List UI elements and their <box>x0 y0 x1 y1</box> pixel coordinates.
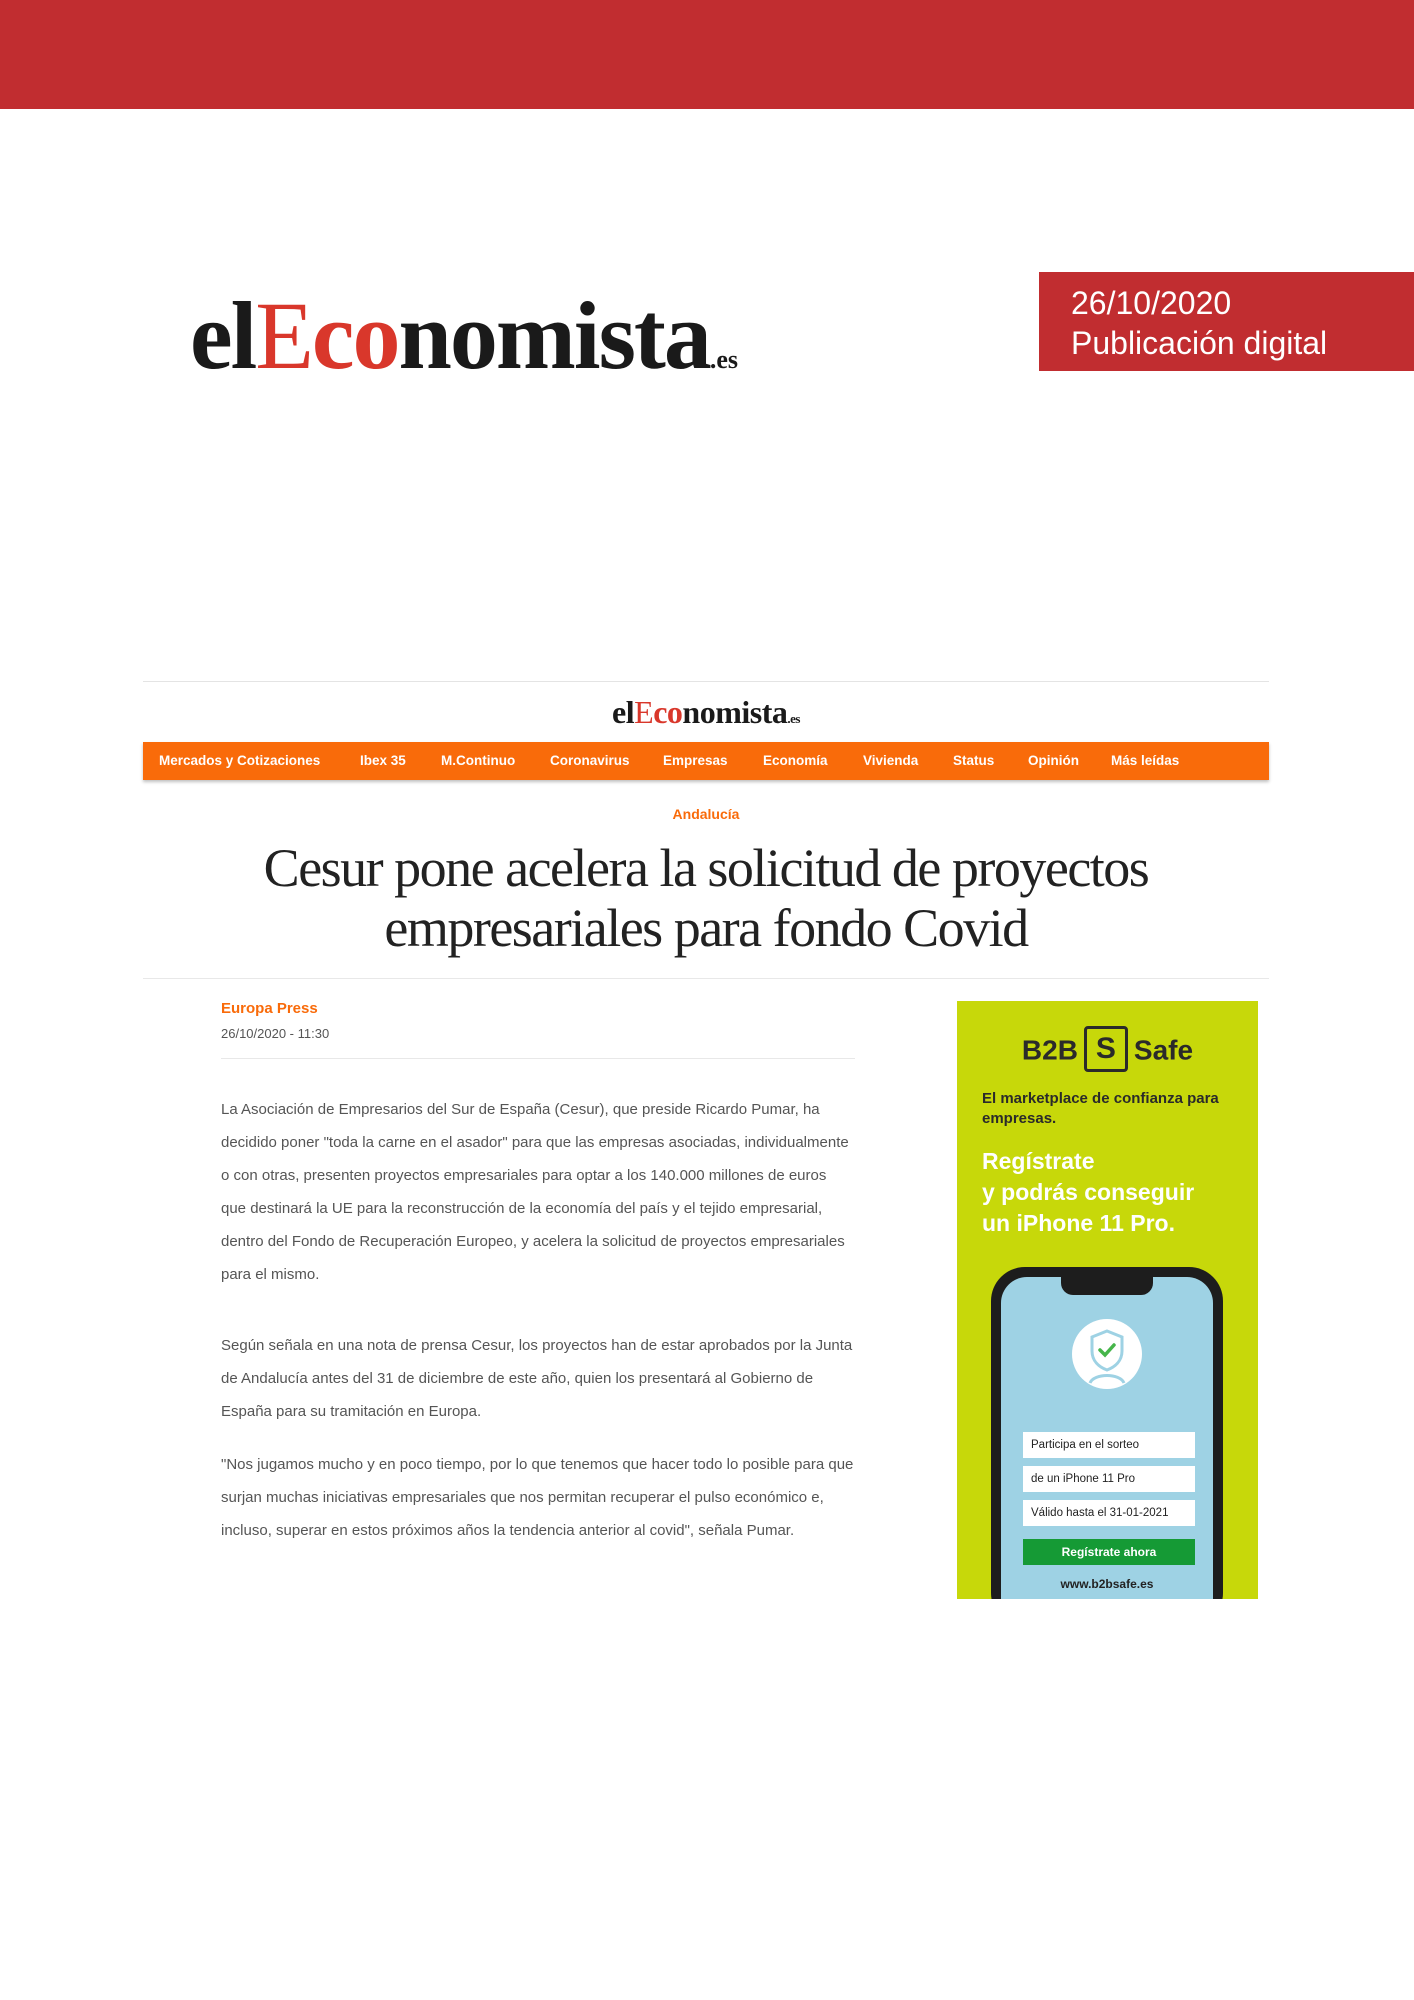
publication-info-box <box>1039 272 1414 371</box>
nav-item-vivienda[interactable]: Vivienda <box>863 753 919 768</box>
article-headline: Cesur pone acelera la solicitud de proyectos empresariales para fondo Covid <box>263 838 1149 958</box>
ad-tagline: El marketplace de confianza para empresas. <box>982 1090 1219 1127</box>
register-button[interactable]: Regístrate ahora <box>1023 1539 1195 1565</box>
ad-line-validity: Válido hasta el 31-01-2021 <box>1023 1500 1195 1526</box>
phone-notch <box>1061 1277 1153 1295</box>
article-paragraph: La Asociación de Empresarios del Sur de España (Cesur), que preside Ricardo Pumar, ha decidido poner "toda la carne en el asador" para que las empresas asociadas, individualmente o con otras, presenten proyectos empresariales para optar a los 140.000 millones de euros que destinará la UE para la reconstrucción de la economía del país y el tejido empresarial, dentro del Fondo de Recuperación Europeo, y acelera la solicitud de proyectos empresariales para el mismo. <box>221 1101 849 1283</box>
section-label[interactable]: Andalucía <box>672 806 740 822</box>
divider <box>143 681 1269 682</box>
nav-item-coronavirus[interactable]: Coronavirus <box>550 753 630 768</box>
article-paragraph: Según señala en una nota de prensa Cesur, los proyectos han de estar aprobados por la Junta de Andalucía antes del 31 de diciembre de este año, quien los presentará al Gobierno de España para su tramitación en Europa. <box>221 1337 853 1420</box>
b2bsafe-logo: B2B S Safe <box>957 1029 1258 1075</box>
nav-item-empresas[interactable]: Empresas <box>663 753 728 768</box>
nav-item-opinion[interactable]: Opinión <box>1028 753 1079 768</box>
article-author[interactable]: Europa Press <box>221 1000 318 1017</box>
article-screenshot <box>143 680 1269 1600</box>
ad-line-iphone: de un iPhone 11 Pro <box>1023 1466 1195 1492</box>
phone-illustration <box>991 1267 1223 1599</box>
nav-item-ibex35[interactable]: Ibex 35 <box>360 753 406 768</box>
eleconomista-logo: elEconomista.es <box>190 282 739 389</box>
nav-item-mas-leidas[interactable]: Más leídas <box>1111 753 1180 768</box>
article-paragraph: "Nos jugamos mucho y en poco tiempo, por lo que tenemos que hacer todo lo posible para que surjan muchas iniciativas empresariales que nos permitan recuperar el pulso económico e, incluso, superar en estos próximos años la tendencia anterior al covid", señala Pumar. <box>221 1456 854 1539</box>
shield-check-icon <box>1072 1319 1142 1389</box>
divider <box>221 1058 855 1059</box>
nav-item-mercados[interactable]: Mercados y Cotizaciones <box>159 753 321 768</box>
phone-screen <box>1001 1277 1213 1599</box>
nav-item-economia[interactable]: Economía <box>763 753 828 768</box>
top-banner <box>0 0 1414 109</box>
nav-item-status[interactable]: Status <box>953 753 995 768</box>
ad-url[interactable]: www.b2bsafe.es <box>1060 1577 1154 1591</box>
publication-type: Publicación digital <box>1071 325 1328 361</box>
s-logo-icon: S <box>1084 1026 1128 1072</box>
divider <box>143 978 1269 979</box>
main-nav <box>143 742 1269 780</box>
site-logo[interactable]: elEconomista.es <box>612 694 800 730</box>
ad-line-sorteo: Participa en el sorteo <box>1023 1432 1195 1458</box>
nav-item-mcontinuo[interactable]: M.Continuo <box>441 753 516 768</box>
article-datetime: 26/10/2020 - 11:30 <box>221 1026 330 1041</box>
b2bsafe-ad[interactable] <box>957 1001 1258 1599</box>
ad-promo: Regístrate y podrás conseguir un iPhone 11 Pro. <box>982 1148 1195 1236</box>
publication-date: 26/10/2020 <box>1071 285 1232 321</box>
